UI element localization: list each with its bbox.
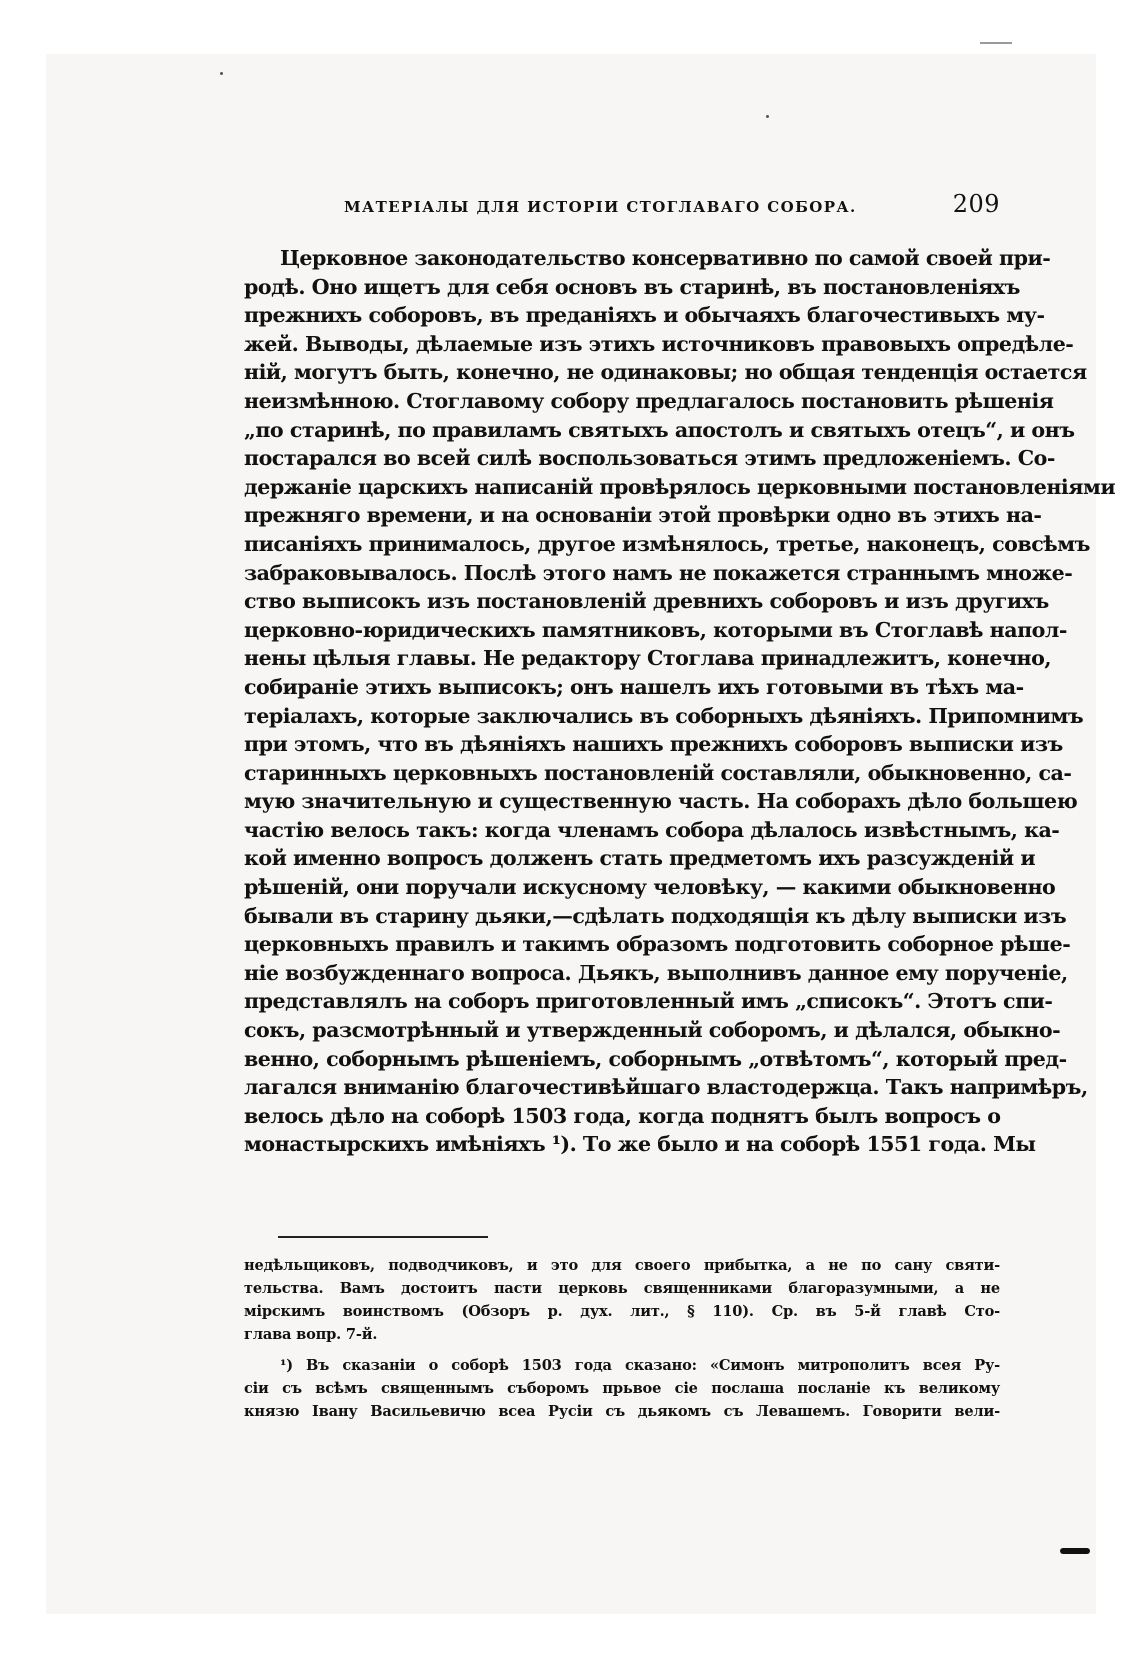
main-text <box>244 244 1116 1159</box>
running-title: МАТЕРІАЛЫ ДЛЯ ИСТОРІИ СТОГЛАВАГО СОБОРА. <box>344 198 857 216</box>
text-line: жей. Выводы, дѣлаемые изъ этихъ источниковъ правовыхъ опредѣле- <box>244 331 1074 356</box>
text-line: бывали въ старину дьяки,—сдѣлать подходящія къ дѣлу выписки изъ <box>244 903 1067 928</box>
footnote-line: сіи съ всѣмъ священнымъ съборомъ прьвое сіе послаша посланіе къ великому <box>244 1380 1000 1397</box>
text-line: кой именно вопросъ долженъ стать предметомъ ихъ разсужденій и <box>244 846 1036 871</box>
text-line: церковныхъ правилъ и такимъ образомъ подготовить соборное рѣше- <box>244 932 1071 957</box>
text-line: прежняго времени, и на основаніи этой провѣрки одно въ этихъ на- <box>244 503 1042 528</box>
text-line: сокъ, разсмотрѣнный и утвержденный соборомъ, и дѣлался, обыкно- <box>244 1018 1061 1043</box>
footnote-line: глава вопр. 7-й. <box>244 1326 378 1343</box>
text-line: велось дѣло на соборѣ 1503 года, когда поднятъ былъ вопросъ о <box>244 1103 1001 1128</box>
footnote-separator <box>278 1236 488 1238</box>
text-line: церковно-юридическихъ памятниковъ, которыми въ Стоглавѣ напол- <box>244 617 1067 642</box>
text-line: неизмѣнною. Стоглавому собору предлагалось постановить рѣшенія <box>244 388 1054 413</box>
footnotes <box>244 1254 1000 1423</box>
text-line: „по старинѣ, по правиламъ святыхъ апостолъ и святыхъ отецъ“, и онъ <box>244 417 1075 442</box>
footnote-line: князю Івану Васильевичю всеа Русіи съ дьякомъ съ Левашемъ. Говорити вели- <box>244 1403 1000 1420</box>
text-line: постарался во всей силѣ воспользоваться этимъ предложеніемъ. Со- <box>244 446 1055 471</box>
page-number: 209 <box>952 190 1000 218</box>
text-line: мую значительную и существенную часть. На соборахъ дѣло большею <box>244 789 1078 814</box>
text-line: прежнихъ соборовъ, въ преданіяхъ и обычаяхъ благочестивыхъ му- <box>244 303 1045 328</box>
page-header <box>244 190 1000 226</box>
text-line: ніе возбужденнаго вопроса. Дьякъ, выполнивъ данное ему порученіе, <box>244 960 1068 985</box>
text-line: родѣ. Оно ищетъ для себя основъ въ старинѣ, въ постановленіяхъ <box>244 274 1020 299</box>
text-line: ство выписокъ изъ постановленій древнихъ соборовъ и изъ другихъ <box>244 589 1049 614</box>
text-line: представлялъ на соборъ приготовленный имъ „списокъ“. Этотъ спи- <box>244 989 1053 1014</box>
text-line: теріалахъ, которые заключались въ соборныхъ дѣяніяхъ. Припомнимъ <box>244 703 1084 728</box>
text-line: нены цѣлыя главы. Не редактору Стоглава принадлежитъ, конечно, <box>244 646 1052 671</box>
text-line: держаніе царскихъ написаній провѣрялось церковными постановленіями <box>244 474 1116 499</box>
text-line: лагался вниманію благочестивѣйшаго властодержца. Такъ напримѣръ, <box>244 1075 1088 1100</box>
footnote-line: мірскимъ воинствомъ (Обзоръ р. дух. лит., § 110). Ср. въ 5-й главѣ Сто- <box>244 1303 1000 1320</box>
scan-artifact-dot <box>766 115 769 118</box>
footnote-line: ¹) Въ сказаніи о соборѣ 1503 года сказано: «Симонъ митрополитъ всея Ру- <box>280 1357 1000 1374</box>
text-line: ній, могутъ быть, конечно, не одинаковы; но общая тенденція остается <box>244 360 1087 385</box>
scan-artifact-dot <box>220 72 223 75</box>
text-line: монастырскихъ имѣніяхъ ¹). То же было и на соборѣ 1551 года. Мы <box>244 1132 1036 1157</box>
footnote-line: недѣльщиковъ, подводчиковъ, и это для своего прибытка, а не по сану святи- <box>244 1257 1000 1274</box>
text-line: собираніе этихъ выписокъ; онъ нашелъ ихъ готовыми въ тѣхъ ма- <box>244 674 1024 699</box>
text-line: писаніяхъ принималось, другое измѣнялось, третье, наконецъ, совсѣмъ <box>244 531 1090 556</box>
text-line: частію велось такъ: когда членамъ собора дѣлалось извѣстнымъ, ка- <box>244 817 1060 842</box>
text-line: при этомъ, что въ дѣяніяхъ нашихъ прежнихъ соборовъ выписки изъ <box>244 732 1063 757</box>
text-line: старинныхъ церковныхъ постановленій составляли, обыкновенно, са- <box>244 760 1072 785</box>
text-line: забраковывалось. Послѣ этого намъ не покажется страннымъ множе- <box>244 560 1073 585</box>
text-line: Церковное законодательство консервативно по самой своей при- <box>280 246 1051 270</box>
footnote-line: тельства. Вамъ достоитъ пасти церковь священниками благоразумными, а не <box>244 1280 1000 1297</box>
scan-artifact-line <box>980 42 1012 44</box>
text-line: рѣшеній, они поручали искусному человѣку, — какими обыкновенно <box>244 875 1056 900</box>
text-line: венно, соборнымъ рѣшеніемъ, соборнымъ „отвѣтомъ“, который пред- <box>244 1046 1067 1071</box>
scan-edge-mark <box>1060 1548 1090 1554</box>
